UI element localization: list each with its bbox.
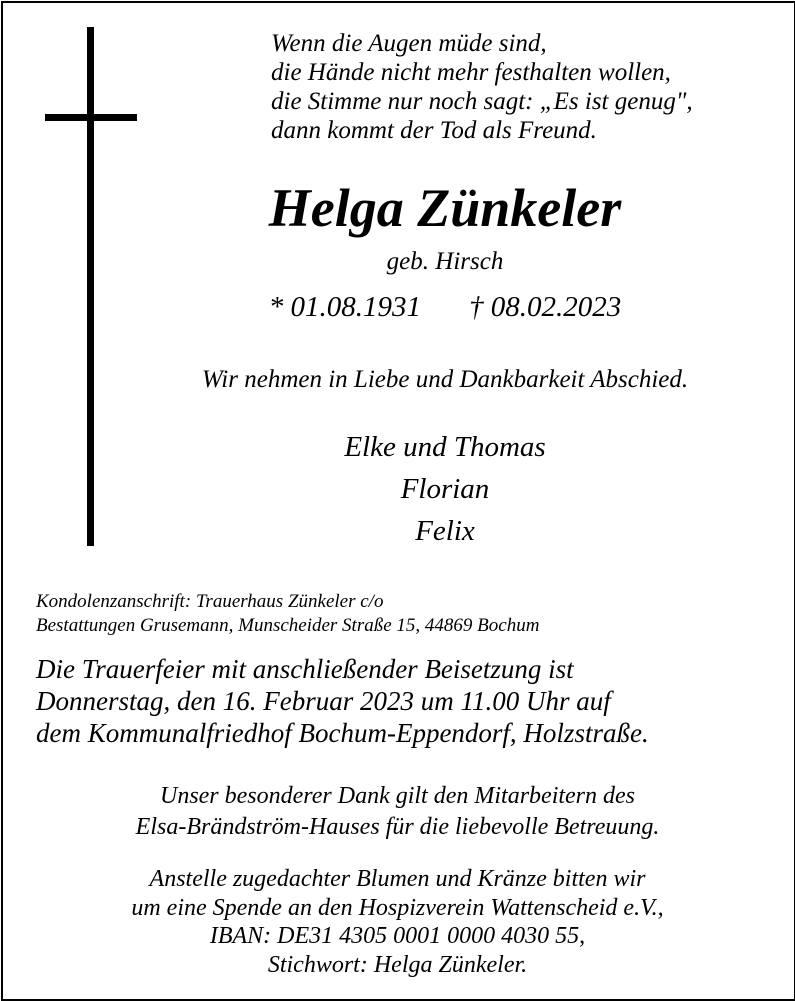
service-line: dem Kommunalfriedhof Bochum-Eppendorf, Holzstraße. xyxy=(36,718,649,748)
poem xyxy=(271,29,791,145)
cross-vertical-bar xyxy=(87,27,94,546)
deceased-name: Helga Zünkeler xyxy=(268,178,622,238)
birth-name: geb. Hirsch xyxy=(386,248,504,275)
family-member: Felix xyxy=(415,515,475,547)
family-member: Elke und Thomas xyxy=(344,431,546,463)
poem-line: die Stimme nur noch sagt: „Es ist genug", xyxy=(271,88,693,115)
family-member: Florian xyxy=(400,473,490,505)
family-members xyxy=(140,426,750,552)
life-dates xyxy=(140,288,750,326)
thanks-line: Unser besonderer Dank gilt den Mitarbeitern des xyxy=(159,783,636,809)
thanks-note xyxy=(20,781,775,843)
cross-horizontal-bar xyxy=(45,114,137,121)
farewell-text: Wir nehmen in Liebe und Dankbarkeit Abschied. xyxy=(201,366,689,393)
condolence-line: Bestattungen Grusemann, Munscheider Straße 15, 44869 Bochum xyxy=(36,615,540,636)
poem-line: die Hände nicht mehr festhalten wollen, xyxy=(271,59,671,86)
thanks-line: Elsa-Brändström-Hauses für die liebevolle Betreuung. xyxy=(135,814,660,840)
donation-line: um eine Spende an den Hospizverein Wattenscheid e.V., xyxy=(131,894,664,921)
birth-date: * 01.08.1931 xyxy=(268,291,421,323)
service-line: Donnerstag, den 16. Februar 2023 um 11.00 Uhr auf xyxy=(36,686,611,716)
donation-keyword: Stichwort: Helga Zünkeler. xyxy=(267,951,528,978)
donation-line: Anstelle zugedachter Blumen und Kränze bitten wir xyxy=(149,866,646,892)
service-line: Die Trauerfeier mit anschließender Beisetzung ist xyxy=(36,654,574,684)
donation-iban: IBAN: DE31 4305 0001 0000 4030 55, xyxy=(209,923,586,949)
death-date: † 08.02.2023 xyxy=(469,291,622,323)
condolence-line: Kondolenzanschrift: Trauerhaus Zünkeler c/o xyxy=(36,591,384,612)
poem-line: Wenn die Augen müde sind, xyxy=(271,30,547,57)
poem-line: dann kommt der Tod als Freund. xyxy=(271,117,597,144)
donation-request xyxy=(20,865,775,979)
funeral-service-info xyxy=(36,653,786,749)
condolence-address xyxy=(36,590,786,638)
